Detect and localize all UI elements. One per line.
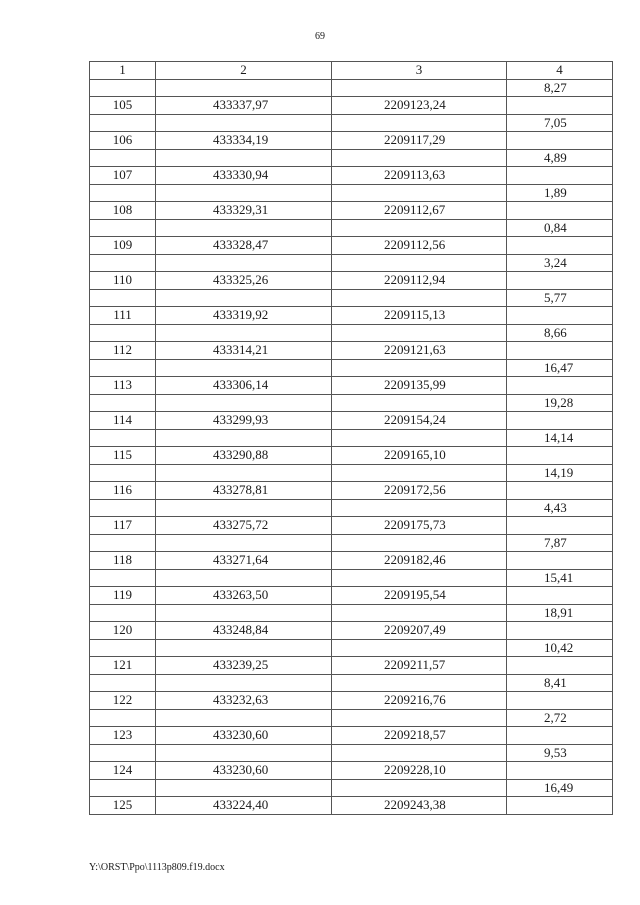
y-coordinate-cell: 2209112,67: [332, 202, 507, 220]
segment-length-cell: 0,84: [507, 219, 613, 237]
point-row: [90, 307, 613, 325]
segment-length-cell: 16,47: [507, 359, 613, 377]
x-coordinate-cell: 433329,31: [156, 202, 332, 220]
segment-length-row: [90, 779, 613, 797]
x-coordinate-cell: 433325,26: [156, 272, 332, 290]
point-number-cell: 109: [90, 237, 156, 255]
segment-length-cell: 1,89: [507, 184, 613, 202]
empty-cell: [332, 324, 507, 342]
point-number-cell: 112: [90, 342, 156, 360]
point-number-cell: 119: [90, 587, 156, 605]
point-number-cell: 120: [90, 622, 156, 640]
empty-cell: [332, 569, 507, 587]
y-coordinate-cell: 2209121,63: [332, 342, 507, 360]
table-header-row: [90, 62, 613, 80]
point-number-cell: 123: [90, 727, 156, 745]
segment-length-row: [90, 464, 613, 482]
y-coordinate-cell: 2209182,46: [332, 552, 507, 570]
empty-cell: [156, 464, 332, 482]
point-number-cell: 124: [90, 762, 156, 780]
footer-file-path: Y:\ORST\Ppo\1113p809.f19.docx: [89, 862, 225, 873]
empty-cell: [507, 237, 613, 255]
empty-cell: [507, 202, 613, 220]
segment-length-cell: 18,91: [507, 604, 613, 622]
segment-length-cell: 14,19: [507, 464, 613, 482]
point-number-cell: 121: [90, 657, 156, 675]
point-row: [90, 762, 613, 780]
segment-length-cell: 9,53: [507, 744, 613, 762]
empty-cell: [90, 779, 156, 797]
empty-cell: [332, 534, 507, 552]
point-row: [90, 412, 613, 430]
point-row: [90, 517, 613, 535]
point-number-cell: 106: [90, 132, 156, 150]
x-coordinate-cell: 433248,84: [156, 622, 332, 640]
coordinates-table: [89, 61, 613, 815]
empty-cell: [156, 499, 332, 517]
segment-length-cell: 8,27: [507, 79, 613, 97]
column-header-4: 4: [507, 62, 613, 80]
point-row: [90, 482, 613, 500]
x-coordinate-cell: 433299,93: [156, 412, 332, 430]
empty-cell: [90, 254, 156, 272]
point-row: [90, 97, 613, 115]
empty-cell: [332, 744, 507, 762]
empty-cell: [90, 464, 156, 482]
point-row: [90, 202, 613, 220]
y-coordinate-cell: 2209117,29: [332, 132, 507, 150]
segment-length-row: [90, 639, 613, 657]
empty-cell: [332, 709, 507, 727]
empty-cell: [507, 692, 613, 710]
empty-cell: [507, 482, 613, 500]
empty-cell: [90, 499, 156, 517]
x-coordinate-cell: 433290,88: [156, 447, 332, 465]
empty-cell: [156, 639, 332, 657]
point-number-cell: 116: [90, 482, 156, 500]
point-row: [90, 587, 613, 605]
empty-cell: [332, 464, 507, 482]
column-header-2: 2: [156, 62, 332, 80]
segment-length-row: [90, 429, 613, 447]
empty-cell: [507, 552, 613, 570]
empty-cell: [90, 394, 156, 412]
empty-cell: [156, 149, 332, 167]
y-coordinate-cell: 2209216,76: [332, 692, 507, 710]
y-coordinate-cell: 2209135,99: [332, 377, 507, 395]
empty-cell: [90, 674, 156, 692]
x-coordinate-cell: 433337,97: [156, 97, 332, 115]
x-coordinate-cell: 433271,64: [156, 552, 332, 570]
empty-cell: [90, 639, 156, 657]
empty-cell: [507, 342, 613, 360]
empty-cell: [332, 779, 507, 797]
empty-cell: [507, 727, 613, 745]
empty-cell: [156, 709, 332, 727]
point-number-cell: 110: [90, 272, 156, 290]
empty-cell: [90, 114, 156, 132]
point-number-cell: 114: [90, 412, 156, 430]
segment-length-cell: 4,43: [507, 499, 613, 517]
empty-cell: [156, 289, 332, 307]
segment-length-cell: 3,24: [507, 254, 613, 272]
x-coordinate-cell: 433239,25: [156, 657, 332, 675]
point-row: [90, 657, 613, 675]
y-coordinate-cell: 2209207,49: [332, 622, 507, 640]
point-row: [90, 447, 613, 465]
empty-cell: [507, 587, 613, 605]
empty-cell: [90, 534, 156, 552]
point-number-cell: 125: [90, 797, 156, 815]
column-header-3: 3: [332, 62, 507, 80]
x-coordinate-cell: 433306,14: [156, 377, 332, 395]
empty-cell: [90, 289, 156, 307]
point-row: [90, 797, 613, 815]
point-number-cell: 107: [90, 167, 156, 185]
empty-cell: [156, 324, 332, 342]
segment-length-row: [90, 289, 613, 307]
empty-cell: [332, 674, 507, 692]
empty-cell: [156, 394, 332, 412]
empty-cell: [90, 149, 156, 167]
empty-cell: [156, 534, 332, 552]
empty-cell: [90, 324, 156, 342]
y-coordinate-cell: 2209195,54: [332, 587, 507, 605]
empty-cell: [332, 394, 507, 412]
point-row: [90, 727, 613, 745]
y-coordinate-cell: 2209112,56: [332, 237, 507, 255]
point-row: [90, 377, 613, 395]
segment-length-cell: 7,87: [507, 534, 613, 552]
point-number-cell: 122: [90, 692, 156, 710]
segment-length-row: [90, 744, 613, 762]
segment-length-cell: 7,05: [507, 114, 613, 132]
empty-cell: [507, 307, 613, 325]
empty-cell: [507, 377, 613, 395]
point-number-cell: 118: [90, 552, 156, 570]
empty-cell: [156, 79, 332, 97]
segment-length-row: [90, 499, 613, 517]
empty-cell: [90, 429, 156, 447]
empty-cell: [507, 517, 613, 535]
empty-cell: [332, 429, 507, 447]
segment-length-row: [90, 534, 613, 552]
x-coordinate-cell: 433275,72: [156, 517, 332, 535]
empty-cell: [90, 604, 156, 622]
point-row: [90, 622, 613, 640]
segment-length-row: [90, 359, 613, 377]
segment-length-row: [90, 149, 613, 167]
y-coordinate-cell: 2209123,24: [332, 97, 507, 115]
point-row: [90, 237, 613, 255]
y-coordinate-cell: 2209172,56: [332, 482, 507, 500]
empty-cell: [156, 744, 332, 762]
page-number: 69: [315, 31, 325, 42]
empty-cell: [507, 412, 613, 430]
segment-length-cell: 14,14: [507, 429, 613, 447]
y-coordinate-cell: 2209243,38: [332, 797, 507, 815]
empty-cell: [90, 569, 156, 587]
empty-cell: [156, 219, 332, 237]
empty-cell: [156, 674, 332, 692]
point-number-cell: 111: [90, 307, 156, 325]
point-row: [90, 342, 613, 360]
empty-cell: [507, 762, 613, 780]
segment-length-cell: 16,49: [507, 779, 613, 797]
empty-cell: [332, 254, 507, 272]
y-coordinate-cell: 2209165,10: [332, 447, 507, 465]
segment-length-cell: 10,42: [507, 639, 613, 657]
y-coordinate-cell: 2209115,13: [332, 307, 507, 325]
y-coordinate-cell: 2209228,10: [332, 762, 507, 780]
x-coordinate-cell: 433263,50: [156, 587, 332, 605]
point-number-cell: 113: [90, 377, 156, 395]
empty-cell: [507, 622, 613, 640]
empty-cell: [332, 359, 507, 377]
x-coordinate-cell: 433230,60: [156, 762, 332, 780]
empty-cell: [507, 447, 613, 465]
segment-length-row: [90, 114, 613, 132]
empty-cell: [332, 149, 507, 167]
point-row: [90, 692, 613, 710]
y-coordinate-cell: 2209113,63: [332, 167, 507, 185]
x-coordinate-cell: 433230,60: [156, 727, 332, 745]
segment-length-cell: 5,77: [507, 289, 613, 307]
x-coordinate-cell: 433224,40: [156, 797, 332, 815]
x-coordinate-cell: 433330,94: [156, 167, 332, 185]
segment-length-row: [90, 254, 613, 272]
empty-cell: [332, 184, 507, 202]
empty-cell: [332, 639, 507, 657]
x-coordinate-cell: 433319,92: [156, 307, 332, 325]
segment-length-row: [90, 569, 613, 587]
empty-cell: [332, 114, 507, 132]
x-coordinate-cell: 433278,81: [156, 482, 332, 500]
segment-length-row: [90, 219, 613, 237]
point-number-cell: 115: [90, 447, 156, 465]
segment-length-cell: 8,66: [507, 324, 613, 342]
x-coordinate-cell: 433328,47: [156, 237, 332, 255]
empty-cell: [507, 797, 613, 815]
empty-cell: [332, 604, 507, 622]
segment-length-row: [90, 394, 613, 412]
empty-cell: [507, 167, 613, 185]
point-number-cell: 117: [90, 517, 156, 535]
point-number-cell: 105: [90, 97, 156, 115]
empty-cell: [332, 219, 507, 237]
column-header-1: 1: [90, 62, 156, 80]
empty-cell: [332, 499, 507, 517]
segment-length-cell: 2,72: [507, 709, 613, 727]
y-coordinate-cell: 2209218,57: [332, 727, 507, 745]
empty-cell: [156, 604, 332, 622]
empty-cell: [507, 657, 613, 675]
segment-length-row: [90, 674, 613, 692]
y-coordinate-cell: 2209154,24: [332, 412, 507, 430]
segment-length-row: [90, 324, 613, 342]
empty-cell: [507, 97, 613, 115]
table-body: [90, 79, 613, 814]
empty-cell: [90, 184, 156, 202]
empty-cell: [90, 219, 156, 237]
empty-cell: [90, 744, 156, 762]
y-coordinate-cell: 2209175,73: [332, 517, 507, 535]
segment-length-row: [90, 604, 613, 622]
empty-cell: [332, 289, 507, 307]
empty-cell: [156, 779, 332, 797]
point-row: [90, 272, 613, 290]
empty-cell: [156, 254, 332, 272]
empty-cell: [332, 79, 507, 97]
segment-length-cell: 8,41: [507, 674, 613, 692]
empty-cell: [90, 359, 156, 377]
x-coordinate-cell: 433314,21: [156, 342, 332, 360]
empty-cell: [507, 272, 613, 290]
empty-cell: [507, 132, 613, 150]
segment-length-row: [90, 709, 613, 727]
segment-length-cell: 19,28: [507, 394, 613, 412]
empty-cell: [156, 114, 332, 132]
empty-cell: [156, 359, 332, 377]
x-coordinate-cell: 433334,19: [156, 132, 332, 150]
empty-cell: [156, 429, 332, 447]
point-row: [90, 132, 613, 150]
empty-cell: [90, 79, 156, 97]
segment-length-cell: 15,41: [507, 569, 613, 587]
y-coordinate-cell: 2209112,94: [332, 272, 507, 290]
y-coordinate-cell: 2209211,57: [332, 657, 507, 675]
empty-cell: [90, 709, 156, 727]
segment-length-row: [90, 184, 613, 202]
x-coordinate-cell: 433232,63: [156, 692, 332, 710]
empty-cell: [156, 184, 332, 202]
segment-length-row: [90, 79, 613, 97]
point-row: [90, 552, 613, 570]
point-row: [90, 167, 613, 185]
segment-length-cell: 4,89: [507, 149, 613, 167]
empty-cell: [156, 569, 332, 587]
point-number-cell: 108: [90, 202, 156, 220]
